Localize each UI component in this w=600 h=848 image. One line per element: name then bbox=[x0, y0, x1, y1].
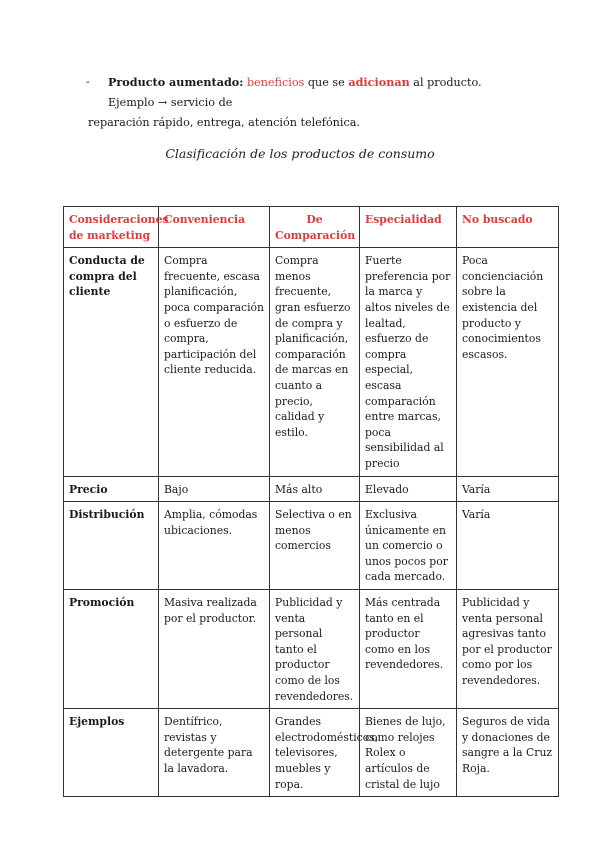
table-cell: Masiva realizada por el productor. bbox=[159, 590, 270, 709]
table-cell: Seguros de vida y donaciones de sangre a la Cruz Roja. bbox=[457, 709, 559, 797]
table-cell: Bajo bbox=[159, 476, 270, 502]
table-cell: Varía bbox=[457, 476, 559, 502]
header-convenience: Conveniencia bbox=[159, 207, 270, 248]
header-considerations: Consideraciones de marketing bbox=[64, 207, 159, 248]
table-cell: Grandes electrodomésticos, televisores, muebles y ropa. bbox=[270, 709, 360, 797]
table-cell: Exclusiva únicamente en un comercio o unos pocos por cada mercado. bbox=[360, 502, 457, 590]
table-row bbox=[64, 590, 559, 709]
table-row bbox=[64, 248, 559, 476]
row-label: Distribución bbox=[64, 502, 159, 590]
highlight-adicionan: adicionan bbox=[348, 75, 410, 89]
table-cell: Fuerte preferencia por la marca y altos niveles de lealtad, esfuerzo de compra especial, escasa comparación entre marcas, poca sensibilidad al precio bbox=[360, 248, 457, 476]
section-title: Clasificación de los productos de consumo bbox=[165, 146, 435, 161]
bullet-text-2: al producto. Ejemplo → servicio de bbox=[108, 76, 482, 109]
bullet-text-3: reparación rápido, entrega, atención telefónica. bbox=[88, 116, 360, 129]
row-label: Precio bbox=[64, 476, 159, 502]
table-cell: Compra menos frecuente, gran esfuerzo de compra y planificación, comparación de marcas en cuanto a precio, calidad y estilo. bbox=[270, 248, 360, 476]
table-cell: Más alto bbox=[270, 476, 360, 502]
table-cell: Poca concienciación sobre la existencia del producto y conocimientos escasos. bbox=[457, 248, 559, 476]
table-cell: Bienes de lujo, como relojes Rolex o artículos de cristal de lujo bbox=[360, 709, 457, 797]
table-cell: Más centrada tanto en el productor como en los revendedores. bbox=[360, 590, 457, 709]
bullet-item bbox=[88, 72, 528, 133]
table-row bbox=[64, 709, 559, 797]
table-row bbox=[64, 476, 559, 502]
row-label: Ejemplos bbox=[64, 709, 159, 797]
table-cell: Publicidad y venta personal tanto el productor como de los revendedores. bbox=[270, 590, 360, 709]
table-header-row bbox=[64, 207, 559, 248]
classification-table bbox=[63, 206, 559, 797]
table-cell: Varía bbox=[457, 502, 559, 590]
header-unsought: No buscado bbox=[457, 207, 559, 248]
table-cell: Elevado bbox=[360, 476, 457, 502]
bullet-dash: - bbox=[86, 75, 90, 88]
header-specialty: Especialidad bbox=[360, 207, 457, 248]
bullet-label: Producto aumentado: bbox=[108, 75, 244, 89]
table-row bbox=[64, 502, 559, 590]
bullet-text-1: que se bbox=[304, 76, 349, 89]
table-cell: Amplia, cómodas ubicaciones. bbox=[159, 502, 270, 590]
table-cell: Selectiva o en menos comercios bbox=[270, 502, 360, 590]
table-cell: Dentífrico, revistas y detergente para la lavadora. bbox=[159, 709, 270, 797]
row-label: Promoción bbox=[64, 590, 159, 709]
highlight-beneficios: beneficios bbox=[246, 76, 305, 89]
row-label: Conducta de compra del cliente bbox=[64, 248, 159, 476]
table-cell: Compra frecuente, escasa planificación, poca comparación o esfuerzo de compra, participación del cliente reducida. bbox=[159, 248, 270, 476]
table-cell: Publicidad y venta personal agresivas tanto por el productor como por los revendedores. bbox=[457, 590, 559, 709]
header-comparison: De Comparación bbox=[270, 207, 360, 248]
